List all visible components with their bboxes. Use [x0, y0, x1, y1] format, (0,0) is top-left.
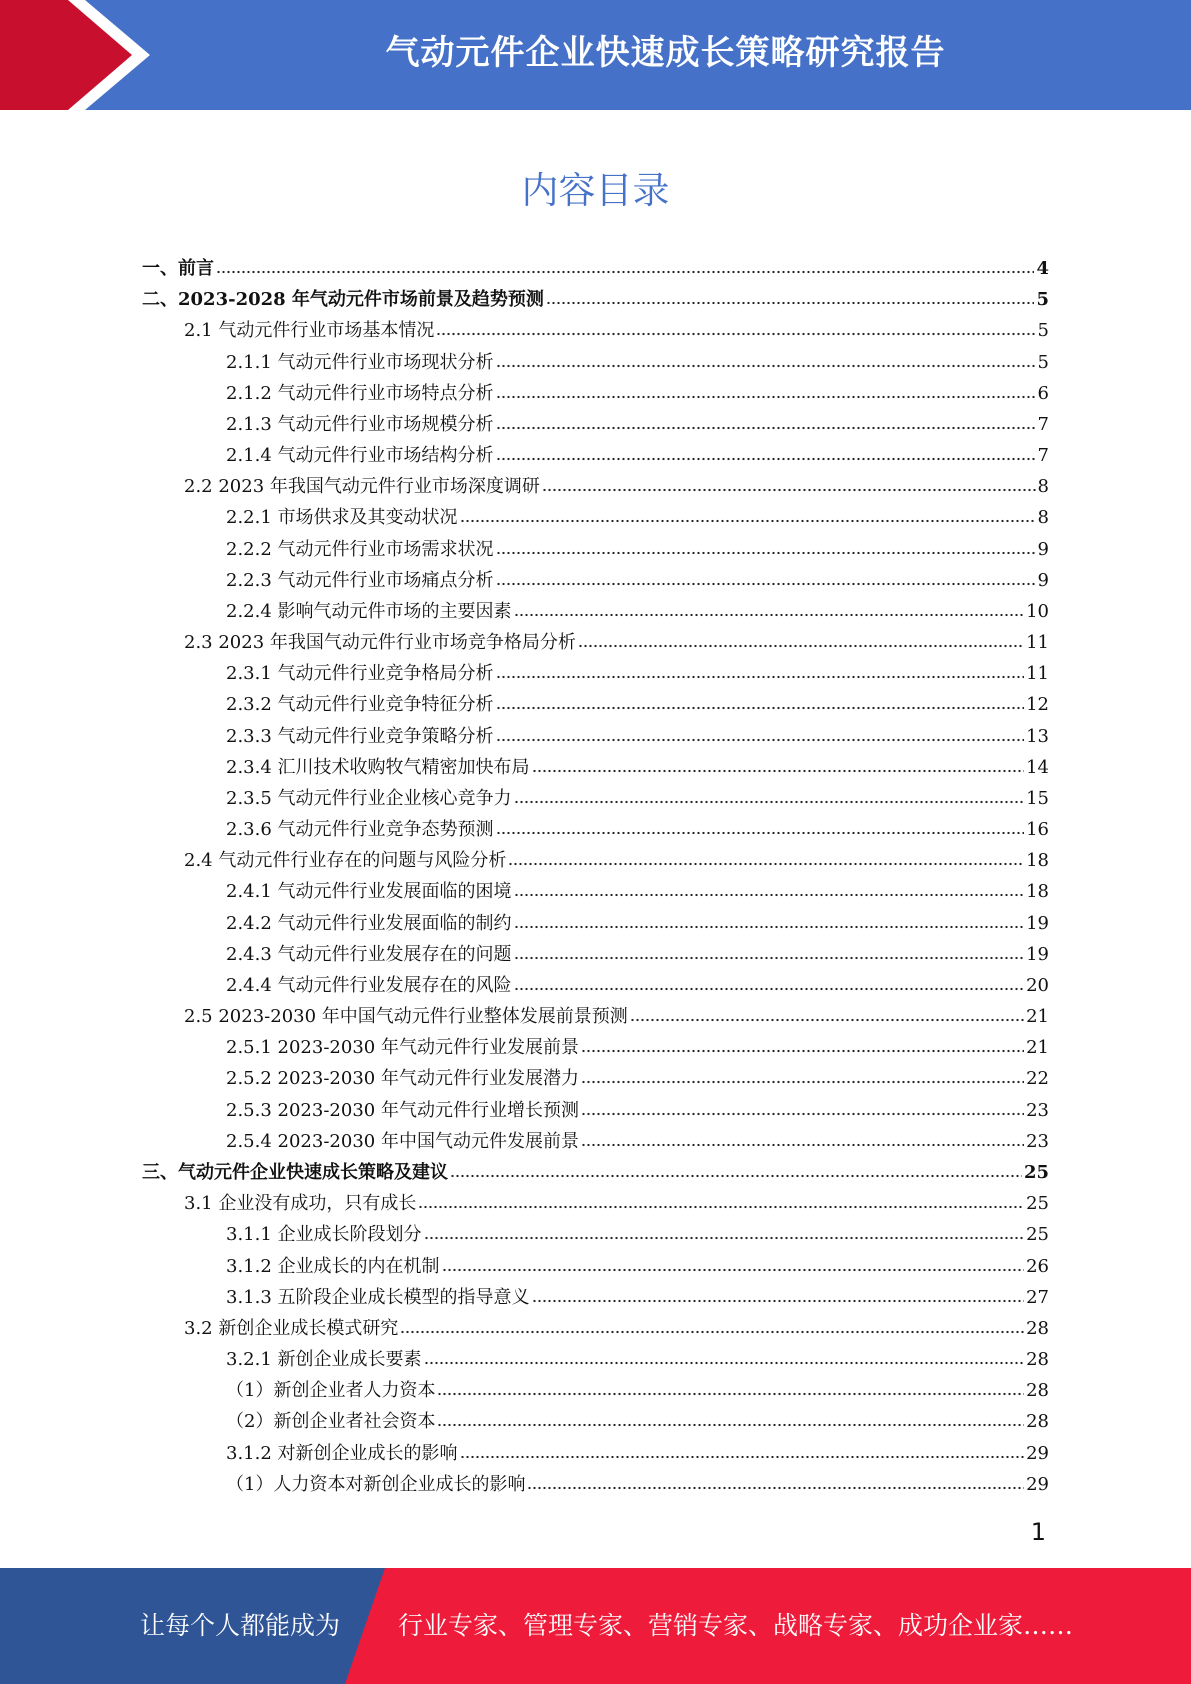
- toc-heading: 内容目录: [521, 169, 670, 212]
- toc-entry-page: 25: [1026, 1224, 1049, 1246]
- toc-dot-leader: [496, 364, 1036, 368]
- toc-entry-page: 11: [1026, 663, 1049, 685]
- toc-entry[interactable]: [142, 285, 1049, 316]
- toc-entry-title: 2.3.2 气动元件行业竞争特征分析: [226, 694, 494, 716]
- toc-entry-page: 7: [1037, 413, 1049, 435]
- toc-entry[interactable]: [142, 784, 1049, 815]
- toc-entry-title: 2.2.4 影响气动元件市场的主要因素: [226, 600, 512, 622]
- toc-entry[interactable]: [142, 597, 1049, 628]
- toc-dot-leader: [460, 1455, 1025, 1459]
- footer-slogan-right: 行业专家、管理专家、营销专家、战略专家、成功企业家……: [398, 1611, 1074, 1640]
- toc-entry[interactable]: [142, 940, 1049, 971]
- toc-entry-title: 三、气动元件企业快速成长策略及建议: [142, 1161, 448, 1183]
- toc-entry[interactable]: [142, 1064, 1049, 1095]
- toc-entry-title: 2.5.3 2023-2030 年气动元件行业增长预测: [226, 1099, 579, 1121]
- toc-entry[interactable]: [142, 441, 1049, 472]
- toc-entry-page: 4: [1036, 258, 1049, 279]
- toc-dot-leader: [496, 426, 1036, 430]
- toc-entry-title: 2.3.3 气动元件行业竞争策略分析: [226, 725, 494, 747]
- toc-entry-title: 3.1.3 五阶段企业成长模型的指导意义: [226, 1286, 530, 1308]
- toc-entry[interactable]: [142, 1345, 1049, 1376]
- toc-entry-title: 2.2.1 市场供求及其变动状况: [226, 507, 458, 529]
- toc-entry-title: 2.1.2 气动元件行业市场特点分析: [226, 382, 494, 404]
- toc-entry[interactable]: [142, 566, 1049, 597]
- toc-entry-page: 29: [1026, 1473, 1049, 1495]
- toc-entry[interactable]: [142, 1439, 1049, 1470]
- toc-dot-leader: [581, 1112, 1024, 1116]
- toc-entry[interactable]: [142, 846, 1049, 877]
- toc-entry[interactable]: [142, 1407, 1049, 1438]
- toc-entry-title: 2.4 气动元件行业存在的问题与风险分析: [184, 850, 507, 872]
- toc-entry-page: 21: [1026, 1006, 1049, 1028]
- toc-entry-page: 6: [1037, 382, 1049, 404]
- toc-entry[interactable]: [142, 909, 1049, 940]
- toc-entry-title: 3.1.2 企业成长的内在机制: [226, 1255, 440, 1277]
- toc-entry-title: 2.2.2 气动元件行业市场需求状况: [226, 538, 494, 560]
- toc-entry-title: 2.4.2 气动元件行业发展面临的制约: [226, 912, 512, 934]
- toc-entry[interactable]: [142, 1033, 1049, 1064]
- toc-entry-page: 7: [1037, 445, 1049, 467]
- toc-dot-leader: [437, 1423, 1024, 1427]
- toc-entry[interactable]: [142, 628, 1049, 659]
- toc-dot-leader: [514, 800, 1025, 804]
- footer-banner: [0, 1568, 1191, 1684]
- toc-dot-leader: [514, 987, 1025, 991]
- toc-entry[interactable]: [142, 1096, 1049, 1127]
- report-title: 气动元件企业快速成长策略研究报告: [385, 33, 946, 73]
- toc-entry-page: 25: [1023, 1161, 1049, 1183]
- toc-dot-leader: [496, 738, 1025, 742]
- chevron-red-arrow: [0, 0, 132, 110]
- toc-dot-leader: [630, 1018, 1024, 1022]
- toc-entry-title: 3.2 新创企业成长模式研究: [184, 1317, 399, 1339]
- toc-entry[interactable]: [142, 1314, 1049, 1345]
- toc-entry[interactable]: [142, 316, 1049, 347]
- toc-dot-leader: [216, 270, 1034, 274]
- toc-entry-title: （1）人力资本对新创企业成长的影响: [226, 1473, 526, 1495]
- toc-entry-page: 22: [1026, 1068, 1049, 1090]
- toc-entry-title: 2.5.1 2023-2030 年气动元件行业发展前景: [226, 1037, 579, 1059]
- toc-entry-page: 9: [1037, 569, 1049, 591]
- toc-entry-page: 8: [1037, 476, 1049, 498]
- toc-entry[interactable]: [142, 1376, 1049, 1407]
- toc-entry-page: 11: [1026, 632, 1049, 654]
- toc-entry-page: 26: [1026, 1255, 1049, 1277]
- toc-entry-page: 12: [1026, 694, 1049, 716]
- page-number: 1: [1030, 1518, 1046, 1546]
- toc-dot-leader: [437, 1392, 1024, 1396]
- toc-entry-title: 2.3 2023 年我国气动元件行业市场竞争格局分析: [184, 632, 576, 654]
- header-chevron-decoration: [0, 0, 160, 110]
- toc-entry-title: 2.1.4 气动元件行业市场结构分析: [226, 445, 494, 467]
- toc-dot-leader: [514, 613, 1025, 617]
- toc-entry-title: （1）新创企业者人力资本: [226, 1380, 436, 1402]
- toc-dot-leader: [400, 1330, 1024, 1334]
- toc-entry-page: 15: [1026, 787, 1049, 809]
- toc-entry[interactable]: [142, 379, 1049, 410]
- toc-entry-page: 19: [1026, 943, 1049, 965]
- toc-entry-page: 10: [1026, 600, 1049, 622]
- footer-slogan-left: 让每个人都能成为: [140, 1611, 341, 1640]
- toc-dot-leader: [496, 582, 1036, 586]
- toc-dot-leader: [546, 301, 1035, 305]
- toc-dot-leader: [578, 644, 1024, 648]
- toc-entry[interactable]: [142, 722, 1049, 753]
- toc-dot-leader: [450, 1174, 1022, 1178]
- toc-dot-leader: [581, 1143, 1024, 1147]
- toc-entry-title: 2.3.6 气动元件行业竞争态势预测: [226, 819, 494, 841]
- toc-entry-title: 2.5.4 2023-2030 年中国气动元件发展前景: [226, 1130, 579, 1152]
- toc-dot-leader: [514, 893, 1025, 897]
- toc-entry-page: 21: [1026, 1037, 1049, 1059]
- toc-entry-page: 5: [1036, 289, 1049, 311]
- toc-entry[interactable]: [142, 815, 1049, 846]
- toc-dot-leader: [496, 395, 1036, 399]
- toc-dot-leader: [496, 551, 1036, 555]
- toc-entry-page: 18: [1026, 850, 1049, 872]
- toc-dot-leader: [442, 1268, 1025, 1272]
- toc-entry[interactable]: [142, 472, 1049, 503]
- toc-entry-page: 8: [1037, 507, 1049, 529]
- toc-entry[interactable]: [142, 1220, 1049, 1251]
- toc-entry-title: 一、前言: [142, 258, 214, 279]
- toc-entry[interactable]: [142, 971, 1049, 1002]
- toc-dot-leader: [424, 1361, 1025, 1365]
- toc-entry-page: 27: [1026, 1286, 1049, 1308]
- toc-dot-leader: [581, 1080, 1024, 1084]
- toc-entry-page: 20: [1026, 974, 1049, 996]
- toc-entry[interactable]: [142, 1127, 1049, 1158]
- toc-entry-page: 19: [1026, 912, 1049, 934]
- toc-entry-title: （2）新创企业者社会资本: [226, 1411, 436, 1433]
- toc-entry-title: 2.5 2023-2030 年中国气动元件行业整体发展前景预测: [184, 1006, 628, 1028]
- toc-entry-title: 3.1.1 企业成长阶段划分: [226, 1224, 422, 1246]
- toc-dot-leader: [542, 488, 1036, 492]
- toc-entry-title: 3.2.1 新创企业成长要素: [226, 1349, 422, 1371]
- toc-dot-leader: [527, 1486, 1024, 1490]
- toc-entry-page: 5: [1037, 351, 1049, 373]
- toc-entry[interactable]: [142, 1002, 1049, 1033]
- toc-entry[interactable]: [142, 1189, 1049, 1220]
- toc-entry-title: 2.5.2 2023-2030 年气动元件行业发展潜力: [226, 1068, 579, 1090]
- toc-entry[interactable]: [142, 1470, 1049, 1501]
- report-header-band: [0, 0, 1191, 110]
- toc-entry[interactable]: [142, 1283, 1049, 1314]
- toc-entry-title: 2.1 气动元件行业市场基本情况: [184, 320, 435, 342]
- toc-entry[interactable]: [142, 690, 1049, 721]
- toc-entry[interactable]: [142, 753, 1049, 784]
- toc-entry-title: 2.4.1 气动元件行业发展面临的困境: [226, 881, 512, 903]
- toc-entry[interactable]: [142, 1252, 1049, 1283]
- toc-entry-title: 2.3.5 气动元件行业企业核心竞争力: [226, 787, 512, 809]
- toc-entry[interactable]: [142, 1158, 1049, 1189]
- toc-entry-title: 2.2.3 气动元件行业市场痛点分析: [226, 569, 494, 591]
- toc-entry-page: 29: [1026, 1442, 1049, 1464]
- toc-dot-leader: [424, 1236, 1025, 1240]
- toc-entry[interactable]: [142, 535, 1049, 566]
- toc-entry[interactable]: [142, 877, 1049, 908]
- toc-entry[interactable]: [142, 410, 1049, 441]
- toc-entry-title: 2.4.3 气动元件行业发展存在的问题: [226, 943, 512, 965]
- toc-entry-page: 5: [1037, 320, 1049, 342]
- toc-entry-title: 2.2 2023 年我国气动元件行业市场深度调研: [184, 476, 540, 498]
- toc-dot-leader: [532, 1299, 1025, 1303]
- toc-entry-page: 14: [1026, 756, 1049, 778]
- toc-entry-page: 28: [1026, 1411, 1049, 1433]
- toc-dot-leader: [496, 706, 1025, 710]
- table-of-contents: [142, 254, 1049, 1501]
- toc-entry-page: 28: [1026, 1349, 1049, 1371]
- toc-entry[interactable]: [142, 503, 1049, 534]
- toc-entry-title: 3.1 企业没有成功，只有成长: [184, 1193, 417, 1215]
- toc-dot-leader: [581, 1049, 1024, 1053]
- toc-dot-leader: [514, 956, 1025, 960]
- toc-dot-leader: [514, 925, 1025, 929]
- toc-dot-leader: [436, 332, 1035, 336]
- toc-entry-page: 16: [1026, 819, 1049, 841]
- toc-dot-leader: [496, 831, 1025, 835]
- toc-entry[interactable]: [142, 254, 1049, 285]
- toc-entry[interactable]: [142, 659, 1049, 690]
- toc-entry-page: 18: [1026, 881, 1049, 903]
- toc-dot-leader: [532, 769, 1025, 773]
- toc-entry-page: 28: [1026, 1380, 1049, 1402]
- toc-dot-leader: [496, 675, 1025, 679]
- toc-entry-title: 2.1.3 气动元件行业市场规模分析: [226, 413, 494, 435]
- toc-dot-leader: [508, 862, 1024, 866]
- toc-entry-title: 2.1.1 气动元件行业市场现状分析: [226, 351, 494, 373]
- toc-entry-page: 13: [1026, 725, 1049, 747]
- toc-entry-page: 23: [1026, 1130, 1049, 1152]
- toc-entry-title: 2.3.4 汇川技术收购牧气精密加快布局: [226, 756, 530, 778]
- toc-dot-leader: [418, 1205, 1024, 1209]
- toc-entry-page: 28: [1026, 1317, 1049, 1339]
- toc-entry-page: 25: [1026, 1193, 1049, 1215]
- toc-entry-page: 9: [1037, 538, 1049, 560]
- toc-entry-title: 2.3.1 气动元件行业竞争格局分析: [226, 663, 494, 685]
- toc-dot-leader: [460, 519, 1036, 523]
- toc-entry-title: 2.4.4 气动元件行业发展存在的风险: [226, 974, 512, 996]
- toc-dot-leader: [496, 457, 1036, 461]
- toc-entry-title: 3.1.2 对新创企业成长的影响: [226, 1442, 458, 1464]
- toc-entry-title: 二、2023-2028 年气动元件市场前景及趋势预测: [142, 289, 544, 311]
- toc-entry[interactable]: [142, 348, 1049, 379]
- toc-entry-page: 23: [1026, 1099, 1049, 1121]
